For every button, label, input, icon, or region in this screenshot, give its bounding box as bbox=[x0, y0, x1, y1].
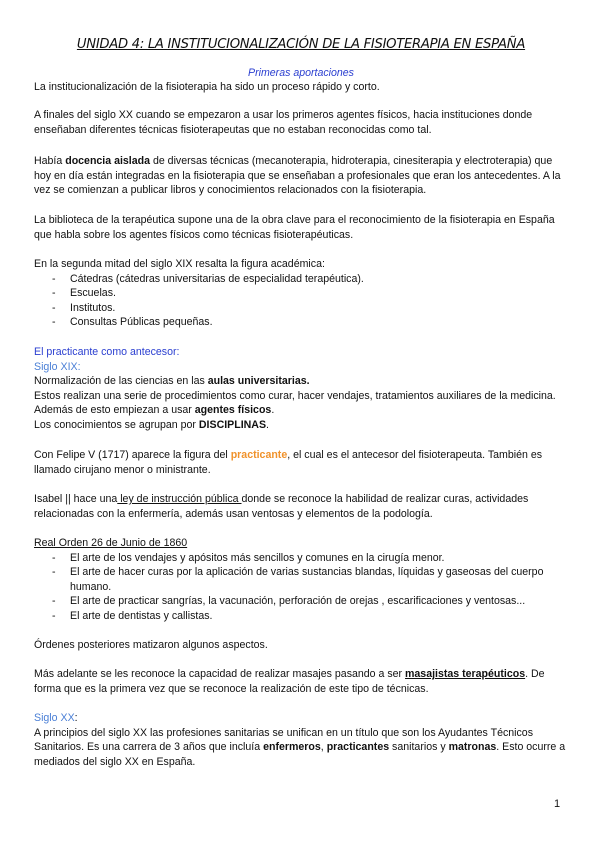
page-title: UNIDAD 4: LA INSTITUCIONALIZACIÓN DE LA FISIOTERAPIA EN ESPAÑA bbox=[76, 37, 526, 52]
paragraph-4-text: La biblioteca de la terapéutica supone una de la obra clave para el reconocimiento de la fisioterapia en España que habla sobre los agentes físicos como técnicas fisioterapéuticas. bbox=[34, 214, 555, 241]
siglo-xx-heading: Siglo XX bbox=[34, 712, 75, 724]
p7-text: Estos realizan una serie de procedimientos como curar, hacer vendajes, tratamientos auxiliares de la medicina. Además de esto empiezan a usar bbox=[34, 389, 556, 417]
p6-bold: aulas universitarias. bbox=[207, 375, 310, 388]
real-orden-list bbox=[34, 551, 568, 624]
list-item: - Institutos. bbox=[34, 301, 568, 316]
paragraph-3 bbox=[34, 154, 568, 198]
p3-text-a: Había bbox=[34, 155, 66, 167]
list-item: - Consultas Públicas pequeñas. bbox=[34, 315, 568, 330]
list-item: - El arte de hacer curas por la aplicación de varias sustancias blandas, líquidas y gaseosas del cuerpo humano. bbox=[34, 565, 568, 594]
p12-text: Más adelante se les reconoce la capacidad de realizar masajes pasando a ser bbox=[34, 668, 405, 680]
p10-end: donde se reconoce la habilidad de realizar curas, actividades relacionadas con la enfermería, además usan ventosas y elementos de la podología. bbox=[34, 493, 529, 520]
p8-text: Los conocimientos se agrupan por bbox=[34, 418, 199, 431]
section-subtitle: Primeras aportaciones bbox=[248, 67, 354, 79]
list-item: - Escuelas. bbox=[34, 286, 568, 301]
practicante-highlight: practicante bbox=[230, 449, 288, 461]
paragraph-9 bbox=[34, 448, 568, 477]
paragraph-1: La institucionalización de la fisioterapia ha sido un proceso rápido y corto. bbox=[34, 81, 380, 93]
ley-instruccion-underlined: ley de instrucción pública bbox=[117, 493, 242, 505]
siglo-xix-heading: Siglo XIX: bbox=[34, 360, 81, 373]
paragraph-2 bbox=[34, 108, 568, 137]
p8-end: . bbox=[266, 418, 269, 431]
p12-end: . De forma que es la primera vez que se reconoce la realización de este tipo de técnicas. bbox=[34, 668, 545, 695]
page-number: 1 bbox=[554, 798, 561, 810]
practicantes-bold: practicantes bbox=[326, 741, 390, 754]
list-item: - El arte de los vendajes y apósitos más sencillos y comunes en la cirugía menor. bbox=[34, 551, 568, 566]
paragraph-11-text: Órdenes posteriores matizaron algunos aspectos. bbox=[34, 639, 268, 651]
p7-end: . bbox=[271, 404, 275, 417]
real-orden-heading: Real Orden 26 de Junio de 1860 bbox=[34, 537, 188, 549]
list-item: - El arte de dentistas y callistas. bbox=[34, 609, 568, 624]
siglo-xx-section bbox=[34, 711, 568, 769]
matronas-bold: matronas bbox=[448, 741, 497, 754]
p3-bold: docencia aislada bbox=[65, 155, 151, 167]
paragraph-12 bbox=[34, 667, 568, 696]
list-item: - El arte de practicar sangrías, la vacunación, perforación de orejas , escarificaciones y ventosas... bbox=[34, 594, 568, 609]
enfermeros-bold: enfermeros bbox=[263, 741, 321, 754]
practicante-heading: El practicante como antecesor: bbox=[34, 346, 180, 358]
paragraph-2-text: A finales del siglo XX cuando se empezaron a usar los primeros agentes físicos, hacia instituciones donde enseñaban diferentes técnicas fisioterapeutas que no estaban reconocidas como tal. bbox=[34, 109, 533, 136]
paragraph-10 bbox=[34, 492, 568, 521]
paragraph-5-text: En la segunda mitad del siglo XIX resalta la figura académica: bbox=[34, 258, 325, 270]
p6-text: Normalización de las ciencias en las bbox=[34, 375, 208, 388]
academic-figures-list bbox=[34, 272, 568, 330]
p9-text: Con Felipe V (1717) aparece la figura del bbox=[34, 449, 231, 461]
p7-bold: agentes físicos bbox=[194, 404, 272, 417]
p9-end: , el cual es el antecesor del fisioterapeuta. También es llamado cirujano menor o ministrante. bbox=[34, 449, 543, 476]
paragraph-11 bbox=[34, 638, 568, 653]
siglo-xx-colon: : bbox=[74, 712, 78, 724]
paragraph-5 bbox=[34, 257, 568, 330]
list-item: - Cátedras (cátedras universitarias de especialidad terapéutica). bbox=[34, 272, 568, 287]
p10-text: Isabel || hace una bbox=[34, 493, 118, 505]
paragraph-intro bbox=[34, 80, 568, 95]
p13-text-a: A principios del siglo XX las profesiones sanitarias se unifican en un título que son los Ayudantes Técnicos Sanitarios. Es una carrera de 3 años que incluía bbox=[34, 726, 533, 754]
p3-text-c: de diversas técnicas (mecanoterapia, hidroterapia, cinesiterapia y electroterapia) que hoy en día están integradas en la fisioterapia que se enseñaban a profesionales que eran los antecedentes. A la vez se comienzan a publicar libros y conocimientos relacionados con la fisioterapia. bbox=[34, 155, 561, 197]
p13-sep: , bbox=[320, 741, 327, 754]
p13-text-e: sanitarios y bbox=[389, 741, 449, 754]
real-orden-section bbox=[34, 536, 568, 624]
p8-bold: DISCIPLINAS bbox=[198, 418, 267, 431]
p13-end: . Esto ocurre a mediados del siglo XX en España. bbox=[34, 741, 566, 768]
masajistas-bold: masajistas terapéuticos bbox=[405, 668, 526, 680]
paragraph-4 bbox=[34, 213, 568, 242]
practicante-section bbox=[34, 345, 568, 433]
